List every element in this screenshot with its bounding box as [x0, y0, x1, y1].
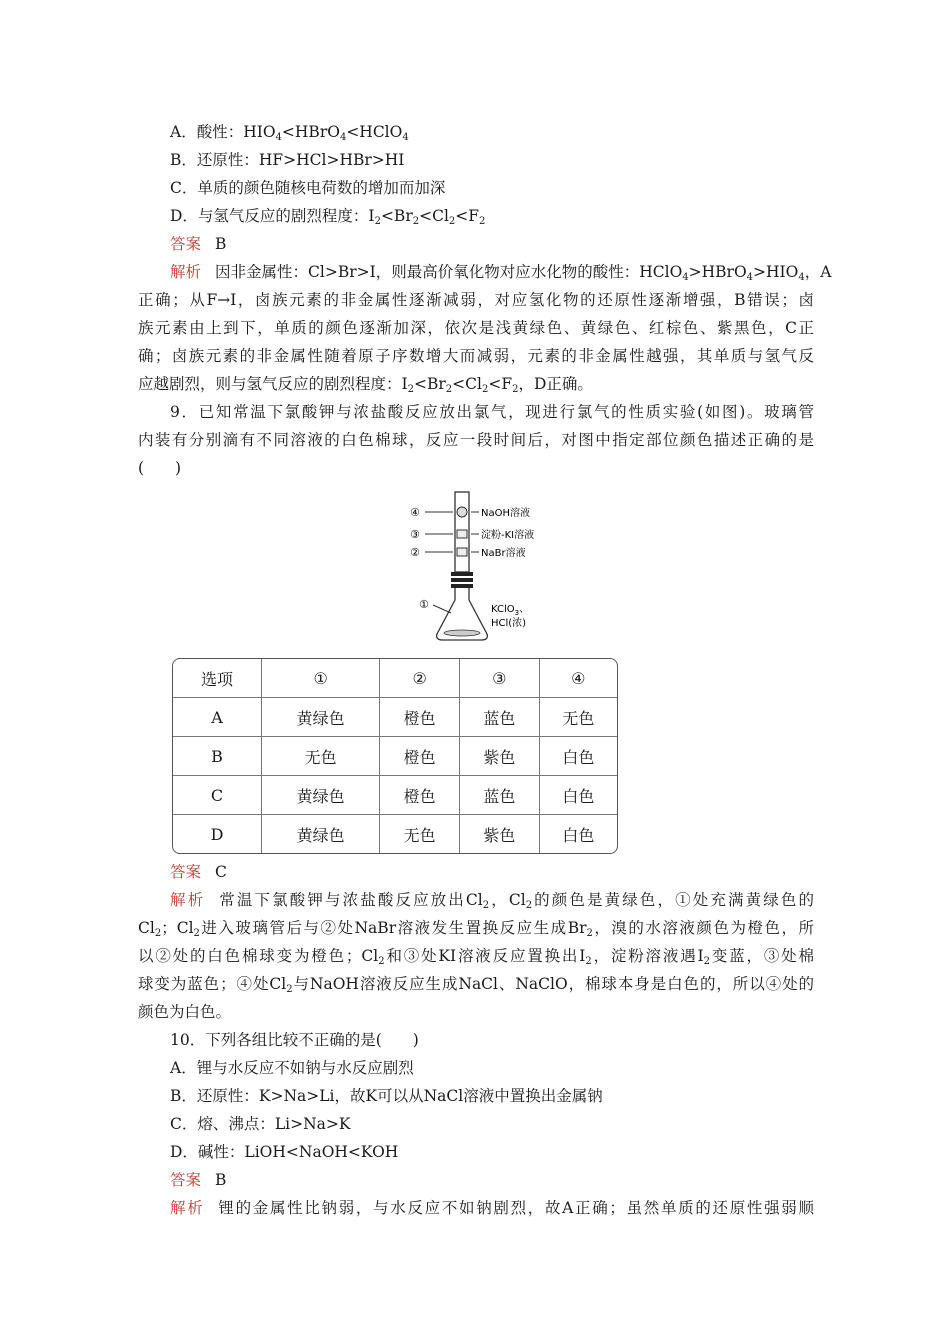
label-naoh: NaOH溶液	[481, 508, 530, 519]
marker-4: ④	[410, 506, 420, 519]
q8-option-d: D．与氢气反应的剧烈程度：$I_2<Br_2<Cl_2<F_2$	[170, 207, 486, 227]
label-nabr: NaBr溶液	[481, 548, 526, 559]
table-header-cell: ①	[262, 659, 380, 698]
cotton-ball-4	[457, 507, 467, 517]
answer-value: B	[215, 1171, 227, 1189]
cotton-ball-2	[457, 548, 467, 556]
table-cell: 蓝色	[460, 698, 540, 737]
q8-analysis-line-1	[170, 258, 832, 286]
table-cell: A	[173, 698, 262, 737]
table-cell: 无色	[380, 815, 460, 853]
q10-option-d: D．碱性：LiOH<NaOH<KOH	[170, 1143, 399, 1161]
q10-option-a: A．锂与水反应不如钠与水反应剧烈	[170, 1059, 414, 1077]
table-cell: D	[173, 815, 262, 853]
q10-stem: 10．下列各组比较不正确的是( )	[170, 1031, 419, 1049]
q8-option-a: A．酸性：$HIO_4<HBrO_4<HClO_4$	[170, 123, 409, 143]
q8-analysis-line-5: 应越剧烈，则与氢气反应的剧烈程度：$I_2<Br_2<Cl_2<F_2$，D正确。	[138, 375, 593, 395]
apparatus-figure	[405, 488, 565, 648]
answer-label: 答案	[170, 863, 202, 881]
table-cell: 白色	[562, 825, 595, 845]
marker-1: ①	[419, 598, 429, 611]
q8-option-c: C．单质的颜色随核电荷数的增加而加深	[170, 179, 446, 197]
table-cell: B	[173, 737, 262, 776]
table-cell: 蓝色	[460, 776, 540, 815]
table-cell: 黄绿色	[262, 776, 380, 815]
q9-answer	[170, 858, 814, 886]
q9-stem-line-2: 内装有分别滴有不同溶液的白色棉球，反应一段时间后，对图中指定部位颜色描述正确的是	[138, 431, 814, 449]
analysis-text: 锂的金属性比钠弱，与水反应不如钠剧烈，故A正确；虽然单质的还原性强弱顺	[218, 1199, 814, 1217]
stopper-ring	[451, 572, 473, 576]
table-cell: 无色	[262, 737, 380, 776]
pointer-1	[433, 605, 451, 613]
q10-option-c: C．熔、沸点：Li>Na>K	[170, 1115, 351, 1133]
q8-analysis-line-2: 正确；从F→I，卤族元素的非金属性逐渐减弱，对应氢化物的还原性逐渐增强，B错误；卤	[138, 291, 814, 309]
q9-analysis-line-5: 颜色为白色。	[138, 1003, 232, 1021]
answer-label: 答案	[170, 1171, 202, 1189]
label-hcl: HCl(浓)	[491, 618, 527, 629]
table-cell: 无色	[540, 698, 617, 737]
apparatus-drawing	[405, 488, 565, 648]
table-header-cell: ③	[460, 659, 540, 698]
q9-stem-line-3: ( )	[138, 459, 182, 477]
table-header-cell: ②	[380, 659, 460, 698]
answer-value: C	[215, 863, 227, 881]
table-cell: 黄绿色	[262, 815, 380, 853]
q8-analysis-line-3: 族元素由上到下，单质的颜色逐渐加深，依次是浅黄绿色、黄绿色、红棕色、紫黑色，C正	[138, 319, 814, 337]
table-cell: 橙色	[380, 698, 460, 737]
reagent	[444, 630, 480, 636]
marker-3: ③	[410, 528, 420, 541]
table-cell: 白色	[540, 776, 617, 815]
answer-label: 答案	[170, 235, 202, 253]
stopper-ring	[451, 584, 473, 588]
answer-value: B	[215, 235, 227, 253]
cotton-ball-3	[457, 530, 467, 538]
analysis-text: 因非金属性：Cl>Br>I，则最高价氧化物对应水化物的酸性：$HClO_4>HBrO_4>HIO_4$，A	[215, 263, 832, 283]
q9-analysis-line-3: 以②处的白色棉球变为橙色；$Cl_2$和③处KI溶液反应置换出$I_2$，淀粉溶液遇$I_2$变蓝，③处棉	[138, 947, 815, 967]
table-cell: C	[173, 776, 262, 815]
label-kclo3: KClO$_3$、	[491, 604, 530, 617]
table-row	[173, 776, 617, 815]
q9-options-table	[172, 658, 618, 854]
table-row	[173, 698, 617, 737]
label-starch-ki: 淀粉-KI溶液	[481, 530, 535, 541]
q9-analysis-line-1	[170, 886, 814, 914]
q9-analysis-line-4: 球变为蓝色；④处$Cl_2$与NaOH溶液反应生成NaCl、NaClO，棉球本身是白色的，所以④处的	[138, 975, 814, 995]
analysis-label: 解析	[170, 1199, 205, 1217]
table-row	[173, 815, 617, 853]
marker-2: ②	[410, 546, 420, 559]
table-cell: 黄绿色	[262, 698, 380, 737]
table-row	[173, 737, 617, 776]
q10-analysis-line-1	[170, 1194, 814, 1222]
analysis-text: 常温下氯酸钾与浓盐酸反应放出$Cl_2$，$Cl_2$的颜色是黄绿色，①处充满黄绿色的	[219, 891, 814, 911]
analysis-label: 解析	[170, 263, 202, 281]
q8-answer	[170, 230, 814, 258]
q8-analysis-line-4: 确；卤族元素的非金属性随着原子序数增大而减弱，元素的非金属性越强，其单质与氢气反	[138, 347, 814, 365]
q8-option-b: B．还原性：HF>HCl>HBr>HI	[170, 151, 405, 169]
table-cell: 橙色	[380, 776, 460, 815]
analysis-label: 解析	[170, 891, 206, 909]
q10-answer	[170, 1166, 814, 1194]
table-cell: 紫色	[460, 815, 540, 853]
table-header-cell: 选项	[173, 659, 262, 698]
table-cell: 橙色	[380, 737, 460, 776]
q9-stem-line-1: 9．已知常温下氯酸钾与浓盐酸反应放出氯气，现进行氯气的性质实验(如图)。玻璃管	[170, 403, 814, 421]
stopper-ring	[451, 578, 473, 582]
table-cell: 白色	[540, 737, 617, 776]
table-header-cell: ④	[540, 659, 617, 698]
q9-analysis-line-2: $Cl_2$；$Cl_2$进入玻璃管后与②处NaBr溶液发生置换反应生成$Br_2$，溴的水溶液颜色为橙色，所	[138, 919, 814, 939]
q10-option-b: B．还原性：K>Na>Li，故K可以从NaCl溶液中置换出金属钠	[170, 1087, 603, 1105]
table-cell: 紫色	[460, 737, 540, 776]
table-header-row	[173, 659, 617, 698]
